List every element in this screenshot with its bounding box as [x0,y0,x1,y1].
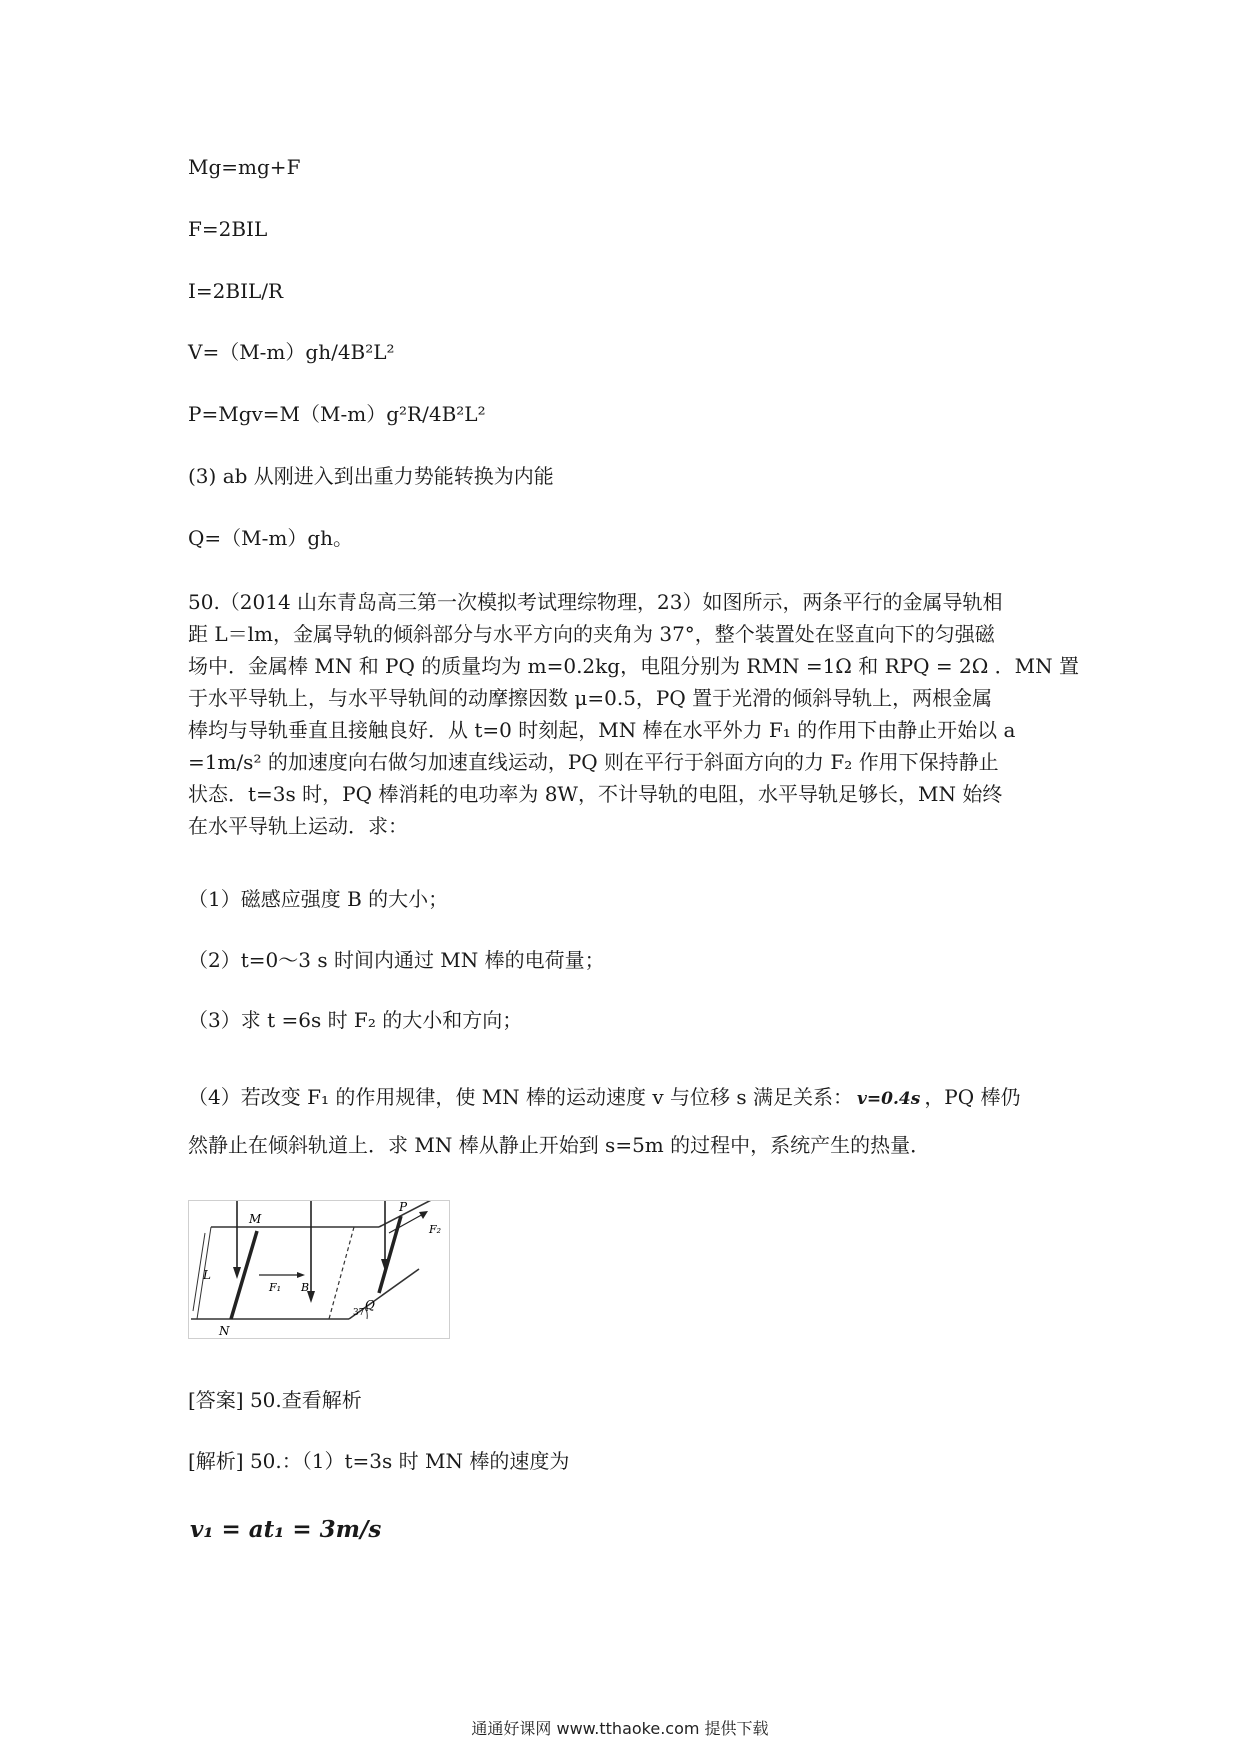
equation-line: P=Mgv=M（M-m）g²R/4B²L² [188,402,486,426]
problem-line: 50.（2014 山东青岛高三第一次模拟考试理综物理，23）如图所示，两条平行的金属导轨相 [188,590,1003,614]
question-3: （3）求 t =6s 时 F₂ 的大小和方向； [188,1008,523,1032]
problem-line: 距 L＝lm，金属导轨的倾斜部分与水平方向的夹角为 37°，整个装置处在竖直向下的匀强磁 [188,622,995,646]
label-N: N [219,1324,230,1338]
equation-line: F=2BIL [188,217,268,241]
problem-line: 于水平导轨上，与水平导轨间的动摩擦因数 μ=0.5，PQ 置于光滑的倾斜导轨上，两根金属 [188,686,993,710]
problem-line: =1m/s² 的加速度向右做匀加速直线运动，PQ 则在平行于斜面方向的力 F₂ 作用下保持静止 [188,750,999,774]
question-4-line1 [188,1083,1021,1113]
question-4-line2: 然静止在倾斜轨道上．求 MN 棒从静止开始到 s=5m 的过程中，系统产生的热量． [188,1133,931,1157]
equation-line: Q=（M-m）gh。 [188,526,354,550]
analysis-line: [解析] 50.：（1）t=3s 时 MN 棒的速度为 [188,1449,570,1473]
answer-line: [答案] 50.查看解析 [188,1388,362,1412]
label-P: P [399,1201,408,1214]
label-F1: F₁ [269,1281,282,1294]
question-1: （1）磁感应强度 B 的大小； [188,887,449,911]
label-angle: 37° [353,1308,369,1318]
question-2: （2）t=0～3 s 时间内通过 MN 棒的电荷量； [188,948,605,972]
label-L: L [203,1268,211,1282]
rail-diagram-svg [189,1201,449,1338]
label-B: B [301,1281,310,1294]
equation-line: Mg=mg+F [188,155,301,179]
problem-line: 在水平导轨上运动．求： [188,814,408,838]
relation-formula: v=0.4s [857,1089,921,1109]
problem-statement [188,586,1079,842]
problem-line: 棒均与导轨垂直且接触良好．从 t=0 时刻起，MN 棒在水平外力 F₁ 的作用下由静止开始以 a [188,718,1016,742]
text-line: (3) ab 从刚进入到出重力势能转换为内能 [188,464,554,488]
rail-diagram [188,1200,450,1339]
label-M: M [249,1212,262,1226]
label-F2: F₂ [429,1223,442,1236]
question-4-text-cont: ，PQ 棒仍 [924,1085,1021,1109]
question-4-text: （4）若改变 F₁ 的作用规律，使 MN 棒的运动速度 v 与位移 s 满足关系： [188,1085,854,1109]
problem-line: 场中．金属棒 MN 和 PQ 的质量均为 m=0.2kg，电阻分别为 RMN =1Ω 和 RPQ = 2Ω ．MN 置 [188,654,1079,678]
equation-line: V=（M-m）gh/4B²L² [188,340,395,364]
problem-line: 状态．t=3s 时，PQ 棒消耗的电功率为 8W，不计导轨的电阻，水平导轨足够长，MN 始终 [188,782,1003,806]
page-footer: 通通好课网 www.tthaoke.com 提供下载 [471,1719,769,1738]
velocity-formula: v₁ = at₁ = 3m/s [190,1516,382,1543]
label-Q: Q [365,1298,375,1312]
equation-line: I=2BIL/R [188,279,284,303]
